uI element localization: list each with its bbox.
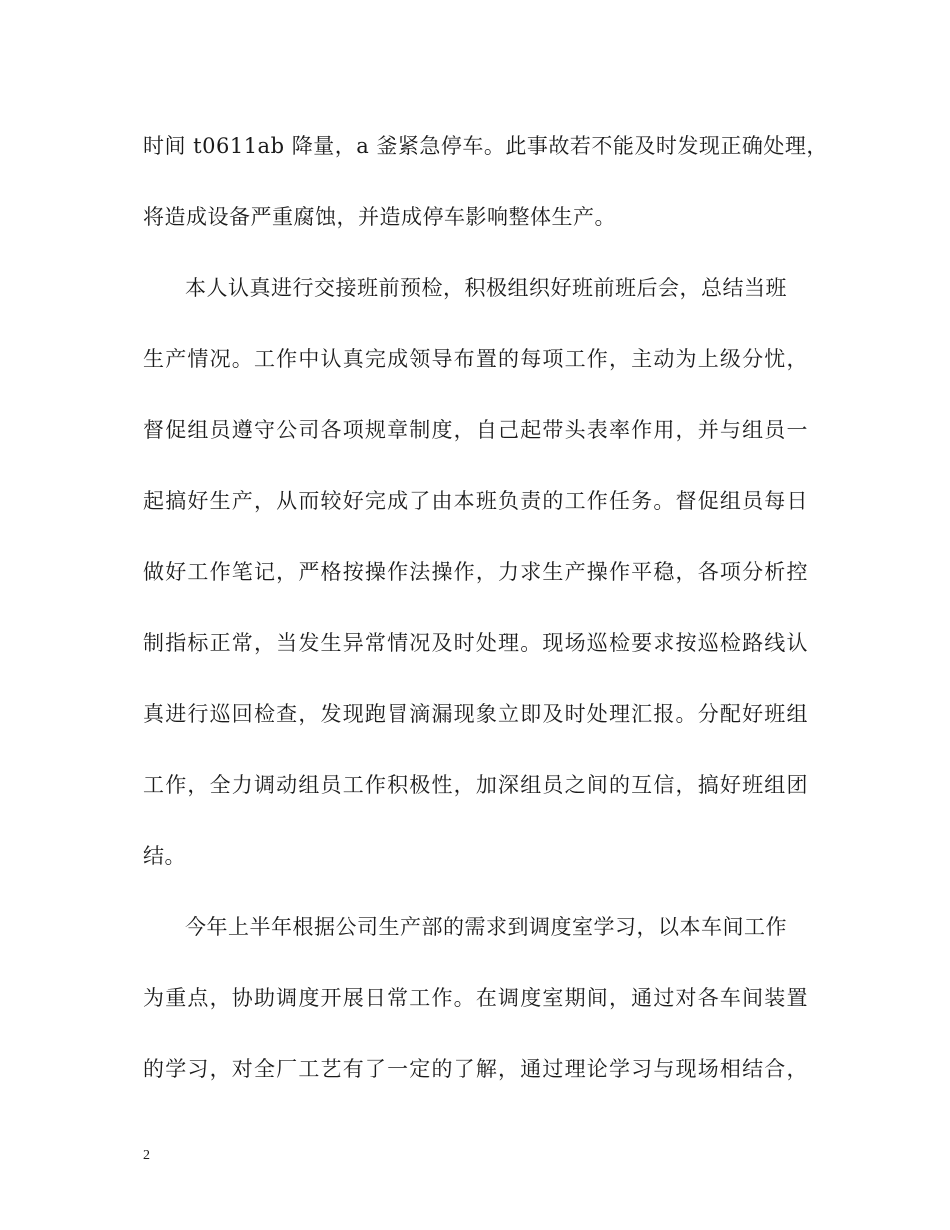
text-line: 本人认真进行交接班前预检，积极组织好班前班后会，总结当班 [185,276,787,300]
page-number: 2 [143,1148,150,1163]
text-line: 真进行巡回检查，发现跑冒滴漏现象立即及时处理汇报。分配好班组 [143,702,808,726]
text-line: 生产情况。工作中认真完成领导布置的每项工作，主动为上级分忧， [143,347,808,371]
body-text [143,118,828,1112]
text-line: 的学习，对全厂工艺有了一定的了解，通过理论学习与现场相结合， [143,1057,808,1081]
text-line: 工作，全力调动组员工作积极性，加深组员之间的互信，搞好班组团 [143,773,808,797]
text-line: 做好工作笔记，严格按操作法操作，力求生产操作平稳，各项分析控 [143,560,808,584]
text-line: 制指标正常，当发生异常情况及时处理。现场巡检要求按巡检路线认 [143,631,808,655]
text-line: 结。 [143,844,186,868]
text-line: 时间 t0611ab 降量，a 釜紧急停车。此事故若不能及时发现正确处理， [143,134,828,158]
text-line: 督促组员遵守公司各项规章制度，自己起带头表率作用，并与组员一 [143,418,808,442]
text-line: 为重点，协助调度开展日常工作。在调度室期间，通过对各车间装置 [143,986,808,1010]
text-line: 今年上半年根据公司生产部的需求到调度室学习，以本车间工作 [185,915,787,939]
text-line: 起搞好生产，从而较好完成了由本班负责的工作任务。督促组员每日 [143,489,808,513]
text-line: 将造成设备严重腐蚀，并造成停车影响整体生产。 [143,205,616,229]
